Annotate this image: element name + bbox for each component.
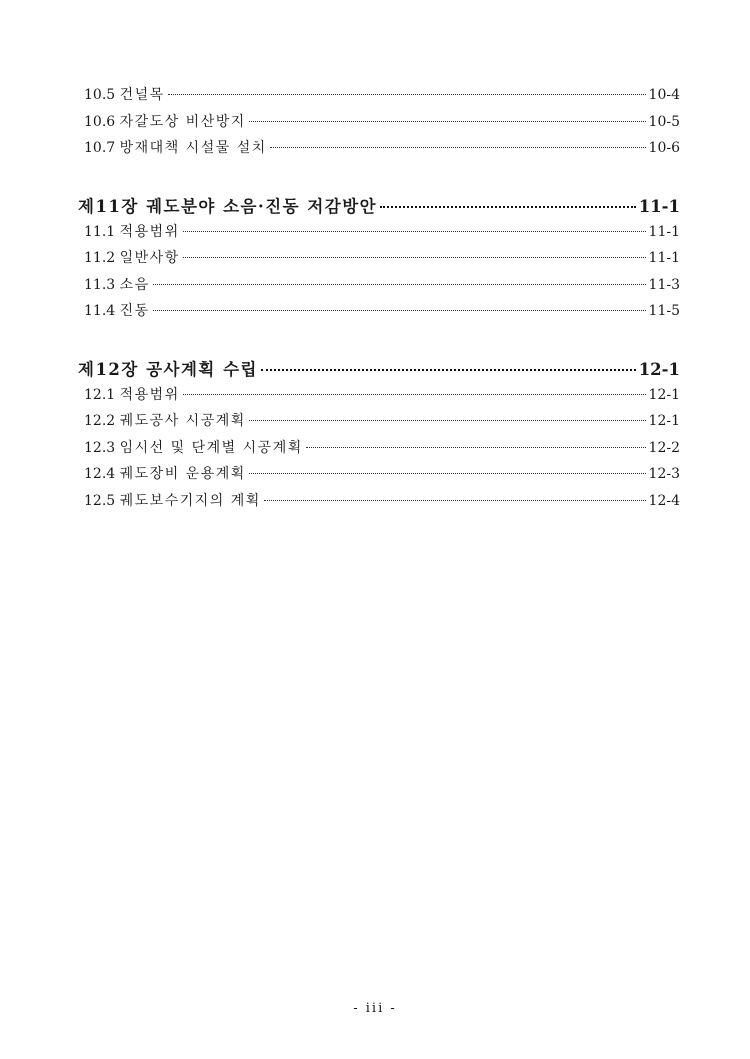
toc-entry-title: 진동 <box>119 303 150 319</box>
toc-chapter-11[interactable] <box>78 193 680 221</box>
toc-entry-12-4[interactable] <box>78 463 680 490</box>
toc-entry-page: 10-5 <box>648 113 680 130</box>
toc-entry-title: 궤도보수기지의 계획 <box>119 492 261 509</box>
toc-entry-title: 궤도공사 시공계획 <box>119 413 246 429</box>
toc-entry-11-3[interactable] <box>78 274 680 301</box>
toc-entry-page: 10-4 <box>648 87 680 103</box>
toc-entry-title: 적용범위 <box>119 386 180 403</box>
toc-entry-page: 11-3 <box>648 276 680 293</box>
spacer <box>78 327 680 356</box>
toc-entry-number: 10.7 <box>84 140 116 156</box>
toc-entry-number: 11.1 <box>84 223 116 240</box>
toc-entry-page: 10-6 <box>648 140 680 156</box>
toc-entry-page: 12-1 <box>648 413 680 429</box>
toc-chapter-12[interactable] <box>78 356 680 384</box>
toc-entry-number: 11.3 <box>84 276 116 293</box>
spacer <box>78 164 680 193</box>
toc-entry-title: 소음 <box>119 276 150 293</box>
toc-entry-page: 12-2 <box>648 439 680 456</box>
toc-entry-page: 11-1 <box>648 250 680 266</box>
page-number: - iii - <box>353 1001 397 1016</box>
toc-entry-number: 12.3 <box>84 439 116 456</box>
toc-entry-title: 궤도장비 운용계획 <box>119 466 246 482</box>
dot-leader <box>183 394 646 395</box>
toc-entry-11-4[interactable] <box>78 300 680 327</box>
dot-leader <box>168 94 646 95</box>
toc-entry-page: 11-5 <box>648 303 680 319</box>
toc-entry-number: 12.1 <box>84 386 116 403</box>
toc-entry-number: 12.4 <box>84 466 116 482</box>
toc-entry-number: 10.6 <box>84 113 116 130</box>
dot-leader <box>380 206 636 208</box>
toc-entry-10-7[interactable] <box>78 137 680 164</box>
toc-entry-title: 건널목 <box>119 87 165 103</box>
dot-leader <box>249 420 646 421</box>
toc-entry-number: 11.4 <box>84 303 116 319</box>
toc-entry-title: 적용범위 <box>119 223 180 240</box>
toc-entry-page: 11-1 <box>648 223 680 240</box>
toc-entry-11-1[interactable] <box>78 221 680 248</box>
dot-leader <box>270 147 646 148</box>
toc-entry-page: 12-4 <box>648 492 680 509</box>
dot-leader <box>249 473 646 474</box>
toc-entry-number: 12.5 <box>84 492 116 509</box>
dot-leader <box>306 447 646 448</box>
toc-entry-page: 12-3 <box>648 466 680 482</box>
toc-entry-number: 10.5 <box>84 87 116 103</box>
toc-entry-11-2[interactable] <box>78 247 680 274</box>
toc-entry-title: 자갈도상 비산방지 <box>119 113 246 130</box>
toc-entry-12-1[interactable] <box>78 384 680 411</box>
table-of-contents <box>78 84 680 516</box>
dot-leader <box>153 310 646 311</box>
toc-entry-title: 임시선 및 단계별 시공계획 <box>119 439 303 456</box>
toc-chapter-page: 11-1 <box>638 196 680 216</box>
toc-entry-10-6[interactable] <box>78 111 680 138</box>
toc-chapter-title: 제11장 궤도분야 소음·진동 저감방안 <box>78 196 378 216</box>
toc-entry-number: 11.2 <box>84 250 116 266</box>
toc-entry-12-2[interactable] <box>78 410 680 437</box>
dot-leader <box>153 284 646 285</box>
toc-entry-page: 12-1 <box>648 386 680 403</box>
toc-entry-number: 12.2 <box>84 413 116 429</box>
toc-entry-10-5[interactable] <box>78 84 680 111</box>
dot-leader <box>249 121 646 122</box>
toc-entry-12-3[interactable] <box>78 437 680 464</box>
dot-leader <box>261 369 636 371</box>
dot-leader <box>264 500 646 501</box>
toc-entry-title: 방재대책 시설물 설치 <box>119 140 267 156</box>
toc-entry-title: 일반사항 <box>119 250 180 266</box>
toc-chapter-title: 제12장 공사계획 수립 <box>78 359 258 379</box>
dot-leader <box>183 257 646 258</box>
dot-leader <box>183 231 646 232</box>
toc-chapter-page: 12-1 <box>638 359 680 379</box>
toc-entry-12-5[interactable] <box>78 490 680 517</box>
